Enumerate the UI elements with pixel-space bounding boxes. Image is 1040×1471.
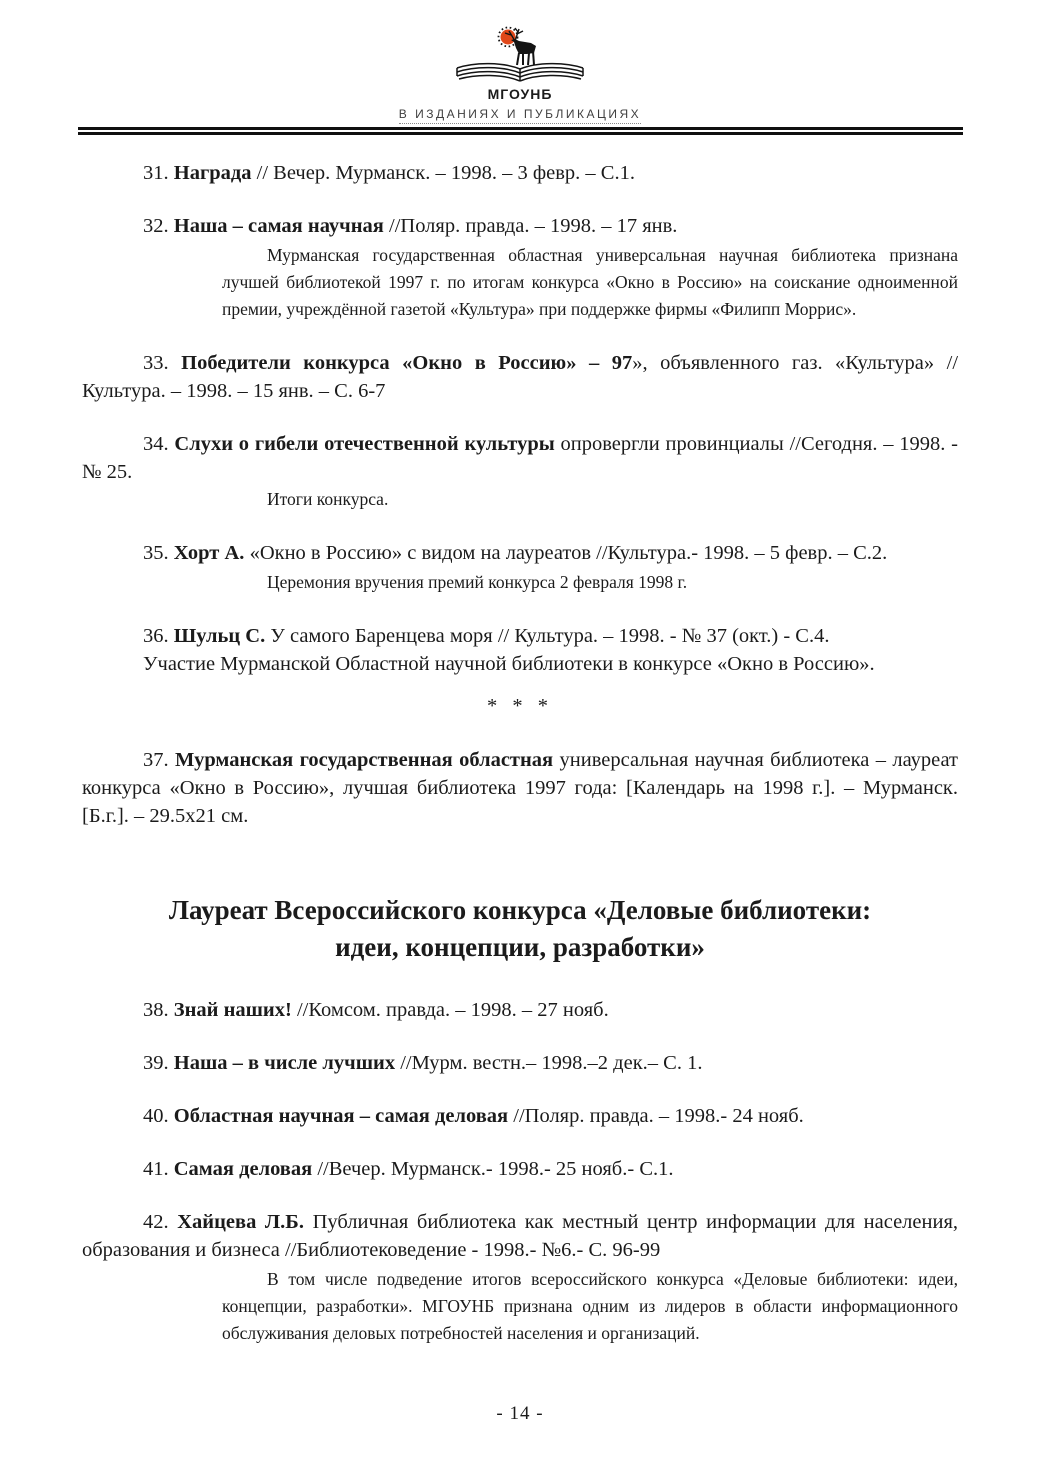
entry-ref: », объявленного газ. «Культура» // Культура. – 1998. – 15 янв. – С. 6-7 xyxy=(82,352,959,402)
entry-title: Шульц С. xyxy=(173,625,266,647)
entry-ref: //Поляр. правда. – 1998. – 17 янв. xyxy=(383,215,678,237)
entry-title: Слухи о гибели отечественной культуры xyxy=(174,433,555,455)
entry-number: 42. xyxy=(143,1211,178,1233)
entry-title: Хорт А. xyxy=(173,542,245,564)
bib-entry-37 xyxy=(82,746,958,830)
section-heading-line1: Лауреат Всероссийского конкурса «Деловые библиотеки: xyxy=(168,895,872,925)
entry-ref: опровергли провинциалы //Сегодня. – 1998. - № 25. xyxy=(82,433,959,483)
bib-entry-42 xyxy=(82,1208,958,1264)
entry-annotation: Мурманская государственная областная универсальная научная библиотека признана лучшей библиотекой 1997 г. по итогам конкурса «Окно в Россию» на соискание одноименной премии, учреждённой газетой «Культура» при поддержке фирмы «Филипп Моррис». xyxy=(222,245,958,319)
entry-ref: //Вечер. Мурманск.- 1998.- 25 нояб.- С.1. xyxy=(312,1158,674,1180)
header-subtitle: В ИЗДАНИЯХ И ПУБЛИКАЦИЯХ xyxy=(399,107,641,124)
entry-number: 32. xyxy=(143,215,174,237)
entry-number: 37. xyxy=(143,749,175,771)
bib-entry-40 xyxy=(82,1102,958,1130)
bibliography-list xyxy=(0,135,1040,1347)
entry-number: 31. xyxy=(143,162,174,184)
entry-ref: Публичная библиотека как местный центр информации для населения, образования и бизнеса //Библиотековедение - 1998.- №6.- С. 96-99 xyxy=(82,1211,958,1261)
bib-entry-33 xyxy=(82,349,958,405)
section-heading-line2: идеи, концепции, разработки» xyxy=(335,932,705,962)
page-header xyxy=(0,0,1040,124)
entry-annotation: Церемония вручения премий конкурса 2 февраля 1998 г. xyxy=(267,572,688,592)
entry-annotation: В том числе подведение итогов всероссийского конкурса «Деловые библиотеки: идеи, концепции, разработки». МГОУНБ признана одним из лидеров в области информационного обслуживания деловых потребностей населения и организаций. xyxy=(222,1269,958,1343)
reindeer-sun-book-logo-icon xyxy=(445,26,595,86)
entry-title: Победители конкурса «Окно в Россию» – 97 xyxy=(181,352,633,374)
bib-entry-32 xyxy=(82,212,958,240)
bib-entry-39 xyxy=(82,1049,958,1077)
entry-number: 38. xyxy=(143,999,174,1021)
bib-entry-31 xyxy=(82,159,958,187)
entry-ref: «Окно в Россию» с видом на лауреатов //Культура.- 1998. – 5 февр. – С.2. xyxy=(244,542,888,564)
entry-ref: универсальная научная библиотека – лауреат конкурса «Окно в Россию», лучшая библиотека 1997 года: [Календарь на 1998 г.]. – Мурманск. [Б.г.]. – 29.5х21 см. xyxy=(82,749,959,827)
entry-note: Участие Мурманской Областной научной библиотеки в конкурсе «Окно в Россию». xyxy=(143,653,875,675)
section-heading xyxy=(82,892,958,966)
entry-title: Областная научная – самая деловая xyxy=(173,1105,509,1127)
entry-ref: //Мурм. вестн.– 1998.–2 дек.– С. 1. xyxy=(395,1052,703,1074)
page-number: - 14 - xyxy=(496,1403,544,1424)
entry-title: Награда xyxy=(173,162,252,184)
entry-number: 36. xyxy=(143,625,174,647)
entry-number: 34. xyxy=(143,433,175,455)
entry-title: Хайцева Л.Б. xyxy=(177,1211,304,1233)
bib-entry-35 xyxy=(82,539,958,567)
header-double-rule xyxy=(78,127,963,135)
entry-title: Наша – в числе лучших xyxy=(173,1052,396,1074)
entry-ref: У самого Баренцева моря // Культура. – 1998. - № 37 (окт.) - С.4. xyxy=(265,625,830,647)
bib-entry-41 xyxy=(82,1155,958,1183)
bib-entry-38 xyxy=(82,996,958,1024)
entry-number: 35. xyxy=(143,542,174,564)
entry-ref: // Вечер. Мурманск. – 1998. – 3 февр. – С.1. xyxy=(251,162,635,184)
entry-ref: //Комсом. правда. – 1998. – 27 нояб. xyxy=(291,999,609,1021)
entry-number: 33. xyxy=(143,352,182,374)
entry-annotation: Итоги конкурса. xyxy=(267,489,389,509)
entry-number: 40. xyxy=(143,1105,174,1127)
org-abbreviation: МГОУНБ xyxy=(487,86,553,102)
entry-number: 39. xyxy=(143,1052,174,1074)
section-separator: * * * xyxy=(487,695,553,717)
entry-title: Наша – самая научная xyxy=(173,215,384,237)
entry-number: 41. xyxy=(143,1158,174,1180)
entry-ref: //Поляр. правда. – 1998.- 24 нояб. xyxy=(508,1105,804,1127)
bib-entry-34 xyxy=(82,430,958,486)
bib-entry-36 xyxy=(82,622,958,650)
entry-title: Знай наших! xyxy=(173,999,292,1021)
entry-title: Мурманская государственная областная xyxy=(174,749,554,771)
entry-title: Самая деловая xyxy=(173,1158,313,1180)
